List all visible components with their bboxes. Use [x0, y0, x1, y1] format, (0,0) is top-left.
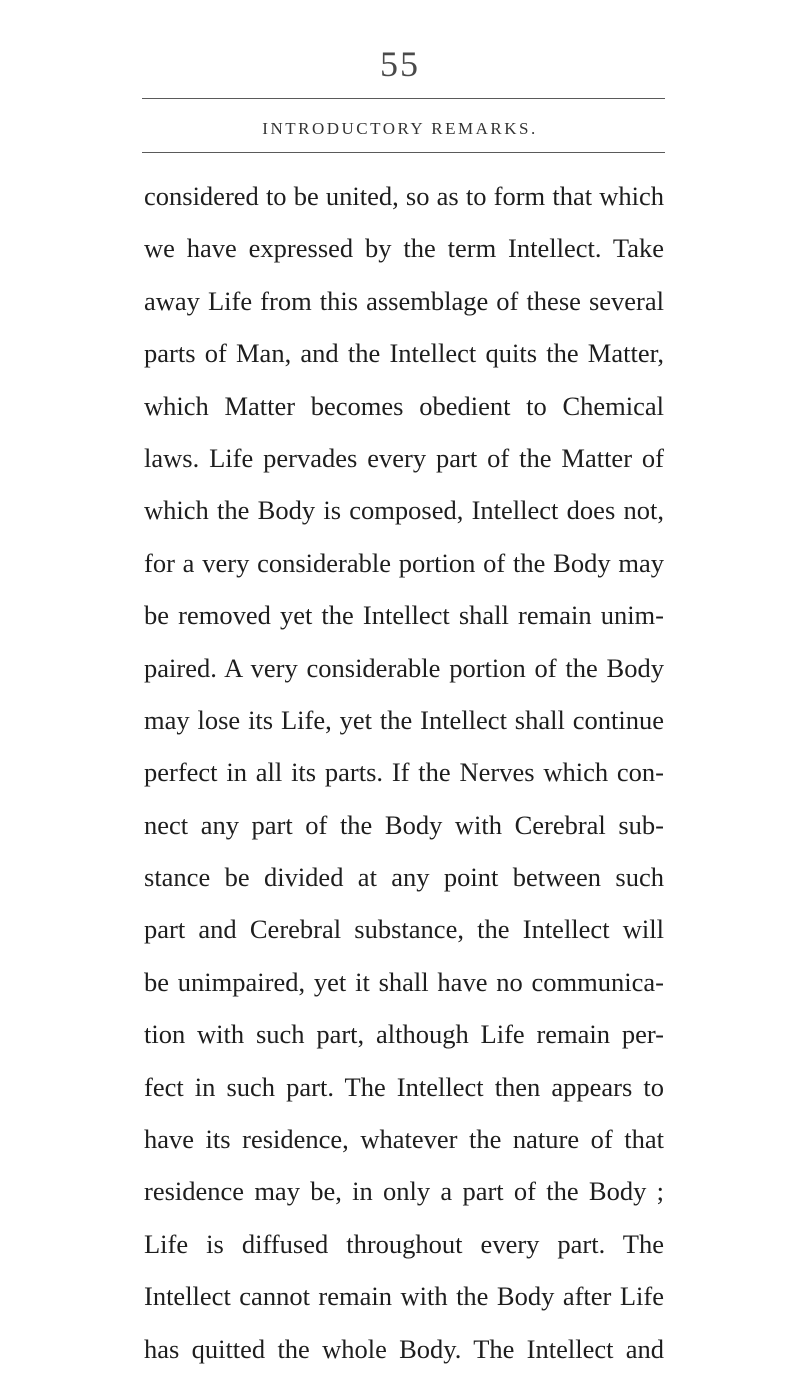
text-line: laws. Life pervades every part of the Matter of: [144, 442, 664, 473]
text-line: be unimpaired, yet it shall have no communica-: [144, 966, 664, 997]
text-line: paired. A very considerable portion of the Body: [144, 652, 664, 683]
header-rule-top: [142, 98, 665, 99]
text-line: Intellect cannot remain with the Body after Life: [144, 1281, 664, 1312]
text-line: have its residence, whatever the nature of that: [144, 1124, 664, 1155]
text-line: parts of Man, and the Intellect quits the Matter,: [144, 338, 664, 369]
text-line: for a very considerable portion of the Body may: [144, 547, 664, 578]
text-line: which Matter becomes obedient to Chemical: [144, 390, 664, 421]
running-head: INTRODUCTORY REMARKS.: [262, 119, 538, 138]
text-line: fect in such part. The Intellect then appears to: [144, 1071, 664, 1102]
text-line: stance be divided at any point between such: [144, 862, 664, 893]
text-line: we have expressed by the term Intellect. Take: [144, 233, 664, 264]
text-line: be removed yet the Intellect shall remain unim-: [144, 600, 664, 631]
text-line: nect any part of the Body with Cerebral sub-: [144, 809, 664, 840]
body-text: [144, 170, 664, 1375]
header-rule-bottom: [142, 152, 665, 153]
text-line: tion with such part, although Life remain per-: [144, 1019, 664, 1050]
text-line: away Life from this assemblage of these several: [144, 285, 664, 316]
text-line: may lose its Life, yet the Intellect shall continue: [144, 704, 664, 735]
text-line: Life is diffused throughout every part. The: [144, 1228, 664, 1259]
text-line: has quitted the whole Body. The Intellect and: [144, 1333, 664, 1364]
text-line: part and Cerebral substance, the Intellect will: [144, 914, 664, 945]
page-number: 55: [380, 44, 420, 84]
text-line: which the Body is composed, Intellect does not,: [144, 495, 664, 526]
text-line: considered to be united, so as to form that which: [144, 181, 664, 211]
text-line: perfect in all its parts. If the Nerves which con-: [144, 757, 664, 788]
text-line: residence may be, in only a part of the Body ;: [144, 1176, 664, 1207]
